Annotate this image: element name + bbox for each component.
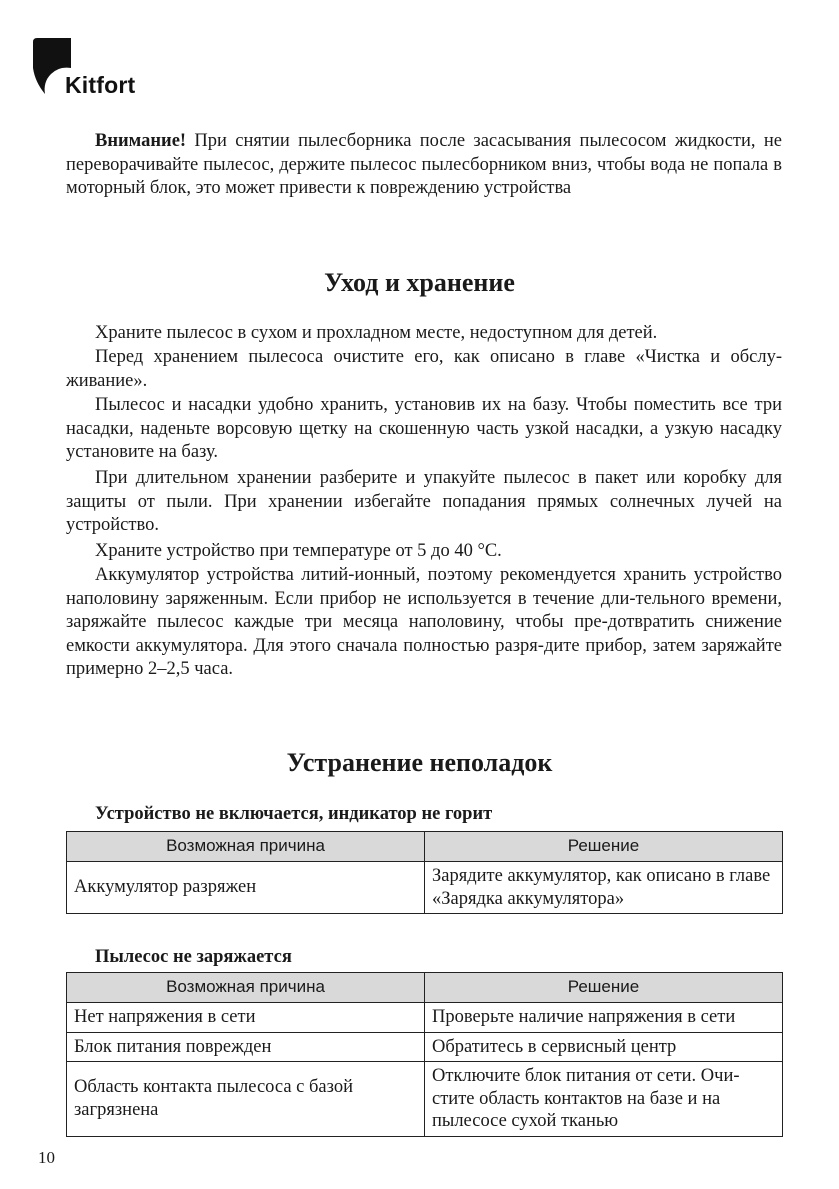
table-row xyxy=(67,1062,783,1137)
column-header-cause: Возможная причина xyxy=(67,832,425,862)
troubleshooting-title: Устранение неполадок xyxy=(286,748,553,777)
solution-cell: Зарядите аккумулятор, как описано в главе «Зарядка аккумулятора» xyxy=(425,862,783,914)
troubleshooting-table xyxy=(66,972,783,1137)
care-paragraph: При длительном хранении разберите и упакуйте пылесос в пакет или коробку для защиты от пыли. При хранении избегайте попадания прямых солнечных лучей на устройство. xyxy=(66,468,782,535)
care-paragraph: Храните пылесос в сухом и прохладном месте, недоступном для детей. xyxy=(95,323,658,343)
solution-cell: Обратитесь в сервисный центр xyxy=(425,1032,783,1062)
cause-cell: Область контакта пылесоса с базой загрязнена xyxy=(67,1062,425,1137)
table-row xyxy=(67,1003,783,1033)
table-row xyxy=(67,862,783,914)
cause-cell: Аккумулятор разряжен xyxy=(67,862,425,914)
warning-note xyxy=(66,130,782,201)
cause-cell: Блок питания поврежден xyxy=(67,1032,425,1062)
table-row xyxy=(67,1032,783,1062)
solution-cell: Отключите блок питания от сети. Очи-стите область контактов на базе и на пылесосе сухой тканью xyxy=(425,1062,783,1137)
section-heading: Пылесос не заряжается xyxy=(95,947,292,967)
warning-text: При снятии пылесборника после засасывания пылесосом жидкости, не переворачивайте пылесос, держите пылесос пылесборником вниз, чтобы вода не попала в моторный блок, это может привести к повреждению устройства xyxy=(66,131,782,198)
table-header-row xyxy=(67,973,783,1003)
solution-cell: Проверьте наличие напряжения в сети xyxy=(425,1003,783,1033)
cause-cell: Нет напряжения в сети xyxy=(67,1003,425,1033)
page-number: 10 xyxy=(38,1148,55,1167)
section-heading: Устройство не включается, индикатор не горит xyxy=(95,804,493,824)
warning-label: Внимание! xyxy=(95,131,187,151)
table-header-row xyxy=(67,832,783,862)
care-paragraph: Аккумулятор устройства литий-ионный, поэтому рекомендуется хранить устройство наполовину заряженным. Если прибор не используется в течение дли-тельного времени, заряжайте пылесос каждые три месяца наполовину, чтобы пре-дотвратить снижение емкости аккумулятора. Для этого сначала полностью разря-дите прибор, затем заряжайте примерно 2–2,5 часа. xyxy=(66,565,782,679)
care-paragraph: Перед хранением пылесоса очистите его, как описано в главе «Чистка и обслу-живание». xyxy=(66,347,782,391)
column-header-solution: Решение xyxy=(425,973,783,1003)
column-header-cause: Возможная причина xyxy=(67,973,425,1003)
care-paragraph: Пылесос и насадки удобно хранить, установив их на базу. Чтобы поместить все три насадки, наденьте ворсовую щетку на скошенную часть узкой насадки, а узкую насадку установите на базу. xyxy=(66,395,782,462)
care-paragraph: Храните устройство при температуре от 5 до 40 °C. xyxy=(95,541,502,561)
brand-name: Kitfort xyxy=(65,72,136,98)
troubleshooting-table xyxy=(66,831,783,914)
care-title: Уход и хранение xyxy=(324,268,515,297)
column-header-solution: Решение xyxy=(425,832,783,862)
